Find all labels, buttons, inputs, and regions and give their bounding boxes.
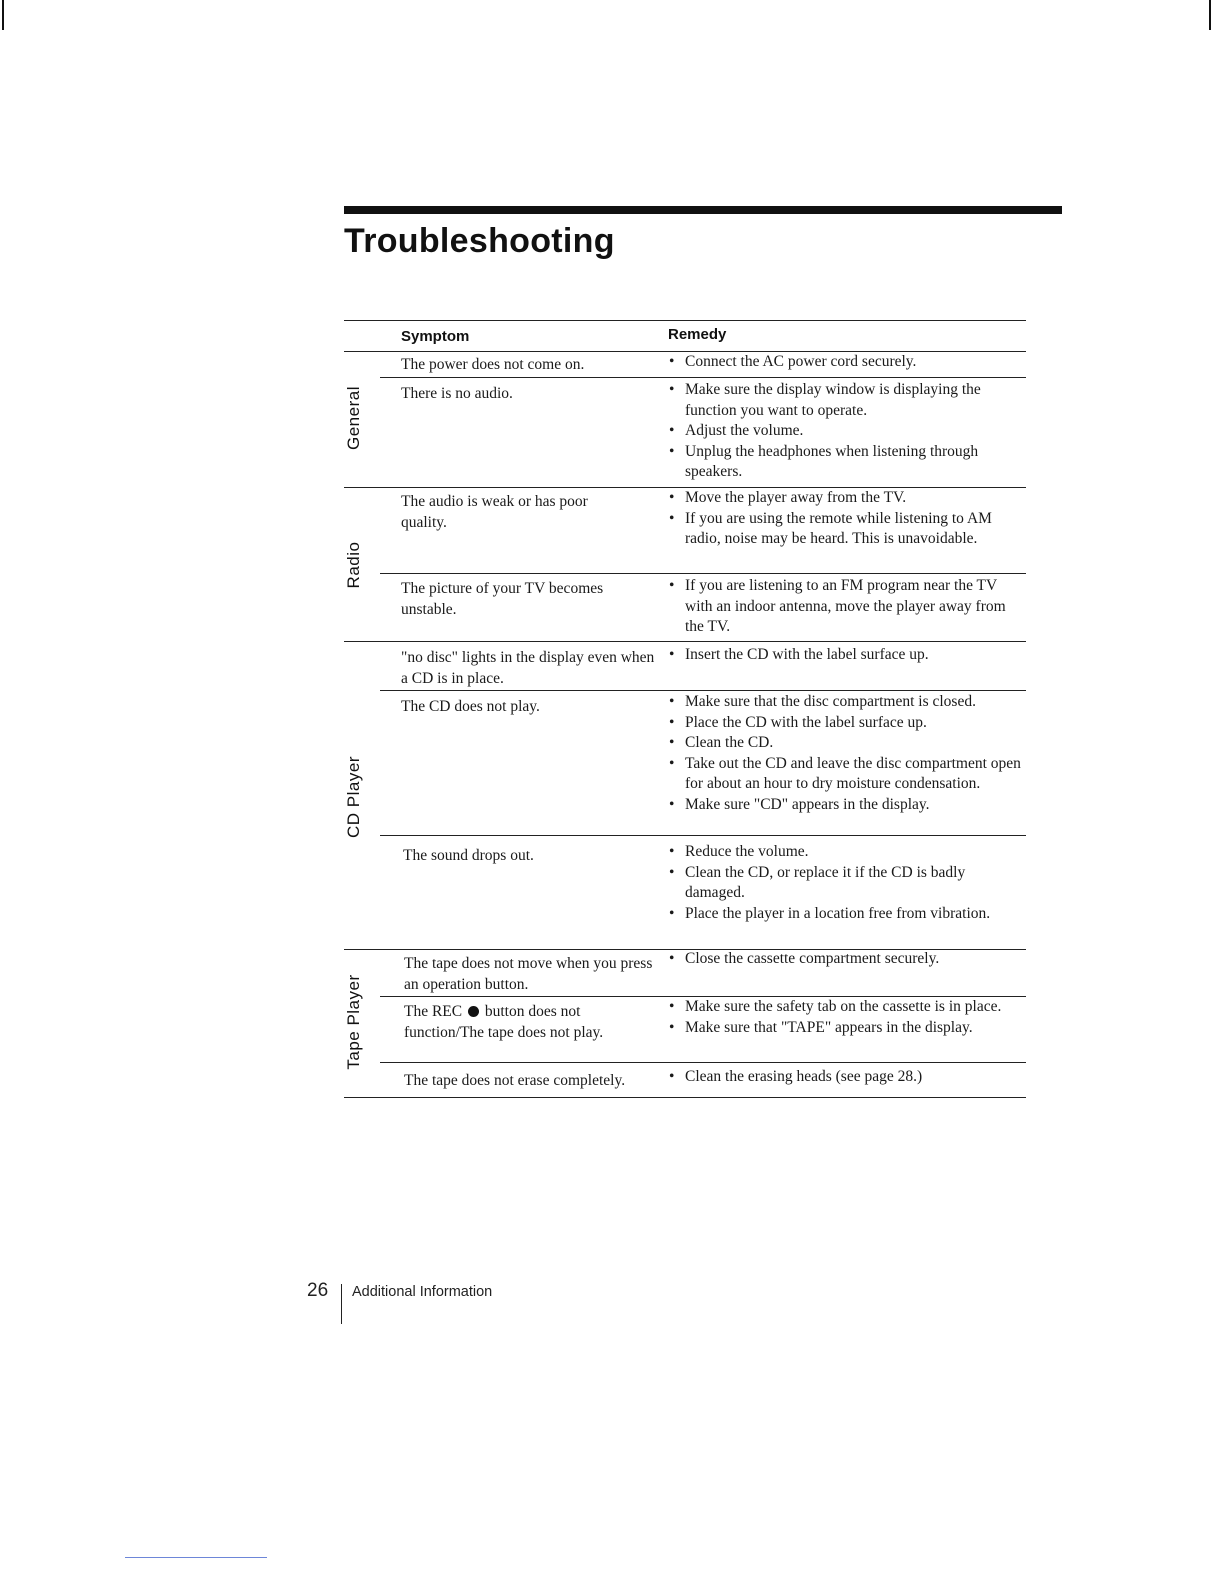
remedy-item: • Make sure the display window is displaying the function you want to operate. xyxy=(668,380,1034,421)
symptom-cell xyxy=(404,1002,649,1043)
symptom-cell: There is no audio. xyxy=(401,385,513,402)
table-bottom-rule xyxy=(344,1097,1026,1098)
symptom-cell: The tape does not move when you press an operation button. xyxy=(404,955,653,993)
symptom-cell: The power does not come on. xyxy=(401,356,585,373)
scan-edge-mark-left xyxy=(2,0,4,30)
remedy-item: • Close the cassette compartment securely. xyxy=(668,949,1034,970)
symptom-cell: The picture of your TV becomes unstable. xyxy=(401,580,604,618)
row-rule xyxy=(380,690,1026,691)
remedy-item: • Make sure the safety tab on the cassette is in place. xyxy=(668,997,1013,1018)
remedy-list xyxy=(668,997,1013,1038)
remedy-item: • Make sure "CD" appears in the display. xyxy=(668,795,1028,816)
scan-edge-mark-right xyxy=(1209,0,1211,30)
remedy-item: • Make sure that "TAPE" appears in the display. xyxy=(668,1018,1013,1039)
remedy-item: • Make sure that the disc compartment is closed. xyxy=(668,692,1028,713)
remedy-item: • Unplug the headphones when listening through speakers. xyxy=(668,442,1034,483)
remedy-item: • Clean the CD, or replace it if the CD is badly damaged. xyxy=(668,863,1008,904)
page-title: Troubleshooting xyxy=(344,222,615,260)
remedy-item: • If you are listening to an FM program near the TV with an indoor antenna, move the player away from the TV. xyxy=(668,576,1013,638)
symptom-cell: The audio is weak or has poor quality. xyxy=(401,493,588,531)
symptom-cell: "no disc" lights in the display even when a CD is in place. xyxy=(401,649,655,687)
remedy-item: • Clean the CD. xyxy=(668,733,1028,754)
remedy-item: • Move the player away from the TV. xyxy=(668,488,1013,509)
row-rule xyxy=(380,573,1026,574)
section-rule xyxy=(344,641,1026,642)
rec-dot-icon xyxy=(468,1006,479,1017)
remedy-item: • Reduce the volume. xyxy=(668,842,1008,863)
page-number: 26 xyxy=(307,1280,329,1301)
remedy-column-header: Remedy xyxy=(668,326,727,343)
remedy-item: • Place the CD with the label surface up. xyxy=(668,713,1028,734)
remedy-item: • Adjust the volume. xyxy=(668,421,1034,442)
symptom-cell: The CD does not play. xyxy=(401,698,540,715)
row-rule xyxy=(380,835,1026,836)
symptom-cell: The tape does not erase completely. xyxy=(404,1072,626,1089)
footer-divider xyxy=(341,1284,342,1324)
title-rule xyxy=(344,206,1062,214)
remedy-item: • Clean the erasing heads (see page 28.) xyxy=(668,1067,1034,1088)
remedy-list xyxy=(668,488,1013,550)
symptom-column-header: Symptom xyxy=(401,328,470,345)
remedy-list xyxy=(668,576,1013,638)
remedy-item: • Connect the AC power cord securely. xyxy=(668,352,1034,373)
symptom-cell: The sound drops out. xyxy=(403,847,534,864)
remedy-list xyxy=(668,842,1008,924)
remedy-list xyxy=(668,380,1034,483)
remedy-list xyxy=(668,645,1034,666)
remedy-item: • Place the player in a location free from vibration. xyxy=(668,904,1008,925)
remedy-list xyxy=(668,692,1028,815)
footer-section-name: Additional Information xyxy=(352,1284,493,1300)
row-rule xyxy=(380,1062,1026,1063)
remedy-list xyxy=(668,352,1034,373)
scan-artifact-line xyxy=(125,1557,267,1558)
remedy-item: • Take out the CD and leave the disc compartment open for about an hour to dry moisture condensation. xyxy=(668,754,1028,795)
remedy-item: • If you are using the remote while listening to AM radio, noise may be heard. This is unavoidable. xyxy=(668,509,1013,550)
row-rule xyxy=(380,377,1026,378)
table-top-rule xyxy=(344,320,1026,321)
remedy-list xyxy=(668,1067,1034,1088)
remedy-item: • Insert the CD with the label surface up. xyxy=(668,645,1034,666)
symptom-text-end: button does not function/The tape does not play. xyxy=(404,1003,604,1041)
symptom-text-start: The REC xyxy=(404,1003,463,1020)
remedy-list xyxy=(668,949,1034,970)
